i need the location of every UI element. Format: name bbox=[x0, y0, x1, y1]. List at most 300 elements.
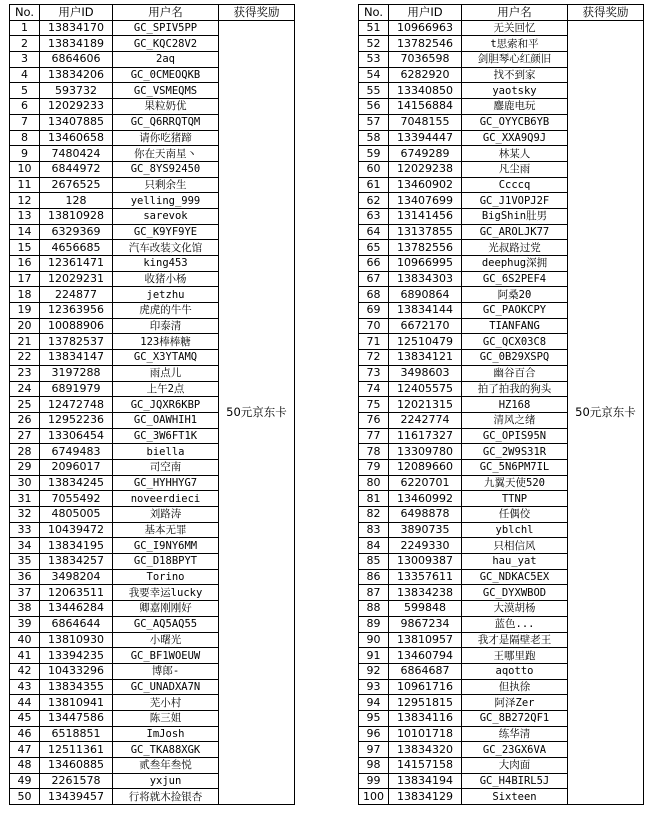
row-number: 46 bbox=[10, 726, 40, 742]
user-id: 12029238 bbox=[389, 161, 462, 177]
row-number: 72 bbox=[359, 350, 389, 366]
row-number: 34 bbox=[10, 538, 40, 554]
row-number: 79 bbox=[359, 459, 389, 475]
user-id: 13460992 bbox=[389, 491, 462, 507]
user-id: 13782556 bbox=[389, 240, 462, 256]
row-number: 31 bbox=[10, 491, 40, 507]
row-number: 99 bbox=[359, 773, 389, 789]
username: GC_SPIV5PP bbox=[113, 20, 219, 36]
user-id: 12361471 bbox=[40, 256, 113, 272]
username: GC_Q6RRQTQM bbox=[113, 114, 219, 130]
header-no: No. bbox=[359, 5, 389, 21]
username: yaotsky bbox=[462, 83, 568, 99]
user-id: 13834238 bbox=[389, 585, 462, 601]
prize-cell: 50元京东卡 bbox=[219, 20, 295, 804]
user-id: 13782546 bbox=[389, 36, 462, 52]
username: GC_5N6PM7IL bbox=[462, 459, 568, 475]
user-id: 7055492 bbox=[40, 491, 113, 507]
user-id: 13834257 bbox=[40, 554, 113, 570]
user-id: 12951815 bbox=[389, 695, 462, 711]
row-number: 22 bbox=[10, 350, 40, 366]
row-number: 70 bbox=[359, 318, 389, 334]
username: hau_yat bbox=[462, 554, 568, 570]
row-number: 76 bbox=[359, 412, 389, 428]
username: 幽谷百合 bbox=[462, 365, 568, 381]
header-user-id: 用户ID bbox=[389, 5, 462, 21]
row-number: 68 bbox=[359, 287, 389, 303]
user-id: 13810930 bbox=[40, 632, 113, 648]
row-number: 94 bbox=[359, 695, 389, 711]
username: 你在天南星丶 bbox=[113, 146, 219, 162]
user-id: 6864606 bbox=[40, 52, 113, 68]
row-number: 6 bbox=[10, 99, 40, 115]
row-number: 71 bbox=[359, 334, 389, 350]
user-id: 12029231 bbox=[40, 271, 113, 287]
row-number: 3 bbox=[10, 52, 40, 68]
user-id: 2242774 bbox=[389, 412, 462, 428]
username: 收猪小杨 bbox=[113, 271, 219, 287]
user-id: 224877 bbox=[40, 287, 113, 303]
username: GC_6S2PEF4 bbox=[462, 271, 568, 287]
username: 雨点儿 bbox=[113, 365, 219, 381]
row-number: 41 bbox=[10, 648, 40, 664]
user-id: 10966963 bbox=[389, 20, 462, 36]
username: GC_XXA9Q9J bbox=[462, 130, 568, 146]
row-number: 67 bbox=[359, 271, 389, 287]
username: 阿桑20 bbox=[462, 287, 568, 303]
user-id: 14157158 bbox=[389, 758, 462, 774]
row-number: 48 bbox=[10, 758, 40, 774]
username: 找不到家 bbox=[462, 67, 568, 83]
username: BigShin肚男 bbox=[462, 208, 568, 224]
user-id: 6864644 bbox=[40, 616, 113, 632]
user-id: 13834320 bbox=[389, 742, 462, 758]
username: TTNP bbox=[462, 491, 568, 507]
user-id: 13394235 bbox=[40, 648, 113, 664]
username: GC_K9YF9YE bbox=[113, 224, 219, 240]
user-id: 3890735 bbox=[389, 522, 462, 538]
user-id: 6220701 bbox=[389, 475, 462, 491]
row-number: 37 bbox=[10, 585, 40, 601]
username: 阿泽Zer bbox=[462, 695, 568, 711]
user-id: 13834195 bbox=[40, 538, 113, 554]
row-number: 17 bbox=[10, 271, 40, 287]
header-row bbox=[359, 5, 644, 21]
table-body bbox=[10, 20, 295, 804]
user-id: 128 bbox=[40, 193, 113, 209]
username: GC_JQXR6KBP bbox=[113, 397, 219, 413]
username: yblchl bbox=[462, 522, 568, 538]
username: 基本无罪 bbox=[113, 522, 219, 538]
row-number: 81 bbox=[359, 491, 389, 507]
username: GC_PAOKCPY bbox=[462, 303, 568, 319]
row-number: 59 bbox=[359, 146, 389, 162]
row-number: 25 bbox=[10, 397, 40, 413]
user-id: 593732 bbox=[40, 83, 113, 99]
username: 上午2点 bbox=[113, 381, 219, 397]
username: 卿嘉刚刚好 bbox=[113, 601, 219, 617]
user-id: 10101718 bbox=[389, 726, 462, 742]
row-number: 97 bbox=[359, 742, 389, 758]
user-id: 13810928 bbox=[40, 208, 113, 224]
row-number: 53 bbox=[359, 52, 389, 68]
row-number: 40 bbox=[10, 632, 40, 648]
user-id: 13137855 bbox=[389, 224, 462, 240]
row-number: 83 bbox=[359, 522, 389, 538]
username: 陈三姐 bbox=[113, 710, 219, 726]
username: 练华清 bbox=[462, 726, 568, 742]
row-number: 8 bbox=[10, 130, 40, 146]
username: 九翼天使520 bbox=[462, 475, 568, 491]
row-number: 74 bbox=[359, 381, 389, 397]
username: GC_H4BIRL5J bbox=[462, 773, 568, 789]
username: GC_UNADXA7N bbox=[113, 679, 219, 695]
username: yxjun bbox=[113, 773, 219, 789]
username: noveerdieci bbox=[113, 491, 219, 507]
row-number: 87 bbox=[359, 585, 389, 601]
user-id: 13834194 bbox=[389, 773, 462, 789]
username: GC_I9NY6MM bbox=[113, 538, 219, 554]
row-number: 89 bbox=[359, 616, 389, 632]
row-number: 5 bbox=[10, 83, 40, 99]
user-id: 7048155 bbox=[389, 114, 462, 130]
user-id: 6891979 bbox=[40, 381, 113, 397]
row-number: 15 bbox=[10, 240, 40, 256]
username: GC_DYXWBOD bbox=[462, 585, 568, 601]
winners-table-left bbox=[9, 4, 295, 805]
row-number: 9 bbox=[10, 146, 40, 162]
row-number: 43 bbox=[10, 679, 40, 695]
row-number: 35 bbox=[10, 554, 40, 570]
row-number: 50 bbox=[10, 789, 40, 805]
user-id: 13834147 bbox=[40, 350, 113, 366]
username: 行将就木捡银杏 bbox=[113, 789, 219, 805]
row-number: 56 bbox=[359, 99, 389, 115]
row-number: 69 bbox=[359, 303, 389, 319]
username: GC_0CMEOQKB bbox=[113, 67, 219, 83]
user-id: 13834206 bbox=[40, 67, 113, 83]
user-id: 6518851 bbox=[40, 726, 113, 742]
user-id: 10439472 bbox=[40, 522, 113, 538]
user-id: 12405575 bbox=[389, 381, 462, 397]
user-id: 11617327 bbox=[389, 428, 462, 444]
username: yelling_999 bbox=[113, 193, 219, 209]
row-number: 51 bbox=[359, 20, 389, 36]
row-number: 23 bbox=[10, 365, 40, 381]
username: jetzhu bbox=[113, 287, 219, 303]
row-number: 20 bbox=[10, 318, 40, 334]
row-number: 63 bbox=[359, 208, 389, 224]
username: 只剩余生 bbox=[113, 177, 219, 193]
row-number: 96 bbox=[359, 726, 389, 742]
user-id: 13340850 bbox=[389, 83, 462, 99]
username: ImJosh bbox=[113, 726, 219, 742]
row-number: 100 bbox=[359, 789, 389, 805]
row-number: 77 bbox=[359, 428, 389, 444]
username: GC_OAWHIH1 bbox=[113, 412, 219, 428]
username: GC_QCX03C8 bbox=[462, 334, 568, 350]
user-id: 12472748 bbox=[40, 397, 113, 413]
username: GC_D18BPYT bbox=[113, 554, 219, 570]
header-row bbox=[10, 5, 295, 21]
user-id: 12363956 bbox=[40, 303, 113, 319]
header-user-id: 用户ID bbox=[40, 5, 113, 21]
user-id: 13834303 bbox=[389, 271, 462, 287]
row-number: 73 bbox=[359, 365, 389, 381]
username: t思索和平 bbox=[462, 36, 568, 52]
user-id: 3498603 bbox=[389, 365, 462, 381]
user-id: 12089660 bbox=[389, 459, 462, 475]
username: 123棒棒糖 bbox=[113, 334, 219, 350]
row-number: 28 bbox=[10, 444, 40, 460]
user-id: 13460885 bbox=[40, 758, 113, 774]
username: 2aq bbox=[113, 52, 219, 68]
table-row bbox=[10, 20, 295, 36]
user-id: 6749483 bbox=[40, 444, 113, 460]
username: 我才是隔壁老王 bbox=[462, 632, 568, 648]
row-number: 54 bbox=[359, 67, 389, 83]
table-row bbox=[359, 20, 644, 36]
username: GC_AROLJK77 bbox=[462, 224, 568, 240]
username: 但执徐 bbox=[462, 679, 568, 695]
username: king453 bbox=[113, 256, 219, 272]
user-id: 12029233 bbox=[40, 99, 113, 115]
user-id: 13834170 bbox=[40, 20, 113, 36]
row-number: 80 bbox=[359, 475, 389, 491]
prize-cell: 50元京东卡 bbox=[568, 20, 644, 804]
row-number: 52 bbox=[359, 36, 389, 52]
header-prize: 获得奖励 bbox=[219, 5, 295, 21]
row-number: 88 bbox=[359, 601, 389, 617]
username: GC_AQ5AQ55 bbox=[113, 616, 219, 632]
row-number: 85 bbox=[359, 554, 389, 570]
row-number: 21 bbox=[10, 334, 40, 350]
row-number: 75 bbox=[359, 397, 389, 413]
user-id: 13407699 bbox=[389, 193, 462, 209]
username: GC_TKA88XGK bbox=[113, 742, 219, 758]
table-body bbox=[359, 20, 644, 804]
user-id: 10433296 bbox=[40, 663, 113, 679]
winners-table-right bbox=[358, 4, 644, 805]
row-number: 14 bbox=[10, 224, 40, 240]
user-id: 6282920 bbox=[389, 67, 462, 83]
user-id: 6329369 bbox=[40, 224, 113, 240]
row-number: 16 bbox=[10, 256, 40, 272]
username: 鏖鹿电玩 bbox=[462, 99, 568, 115]
user-id: 13009387 bbox=[389, 554, 462, 570]
row-number: 33 bbox=[10, 522, 40, 538]
row-number: 60 bbox=[359, 161, 389, 177]
username: 林某人 bbox=[462, 146, 568, 162]
username: 贰叁年叁悦 bbox=[113, 758, 219, 774]
row-number: 98 bbox=[359, 758, 389, 774]
username: sarevok bbox=[113, 208, 219, 224]
user-id: 13460902 bbox=[389, 177, 462, 193]
username: 虎虎的牛牛 bbox=[113, 303, 219, 319]
user-id: 13834189 bbox=[40, 36, 113, 52]
username: 芜小村 bbox=[113, 695, 219, 711]
row-number: 44 bbox=[10, 695, 40, 711]
row-number: 86 bbox=[359, 569, 389, 585]
row-number: 39 bbox=[10, 616, 40, 632]
username: 汽车改装文化馆 bbox=[113, 240, 219, 256]
user-id: 13141456 bbox=[389, 208, 462, 224]
username: GC_2W9S31R bbox=[462, 444, 568, 460]
row-number: 91 bbox=[359, 648, 389, 664]
row-number: 65 bbox=[359, 240, 389, 256]
user-id: 599848 bbox=[389, 601, 462, 617]
row-number: 4 bbox=[10, 67, 40, 83]
user-id: 12511361 bbox=[40, 742, 113, 758]
username: 无关回忆 bbox=[462, 20, 568, 36]
user-id: 13439457 bbox=[40, 789, 113, 805]
username: Torino bbox=[113, 569, 219, 585]
username: GC_8B272QF1 bbox=[462, 710, 568, 726]
row-number: 29 bbox=[10, 459, 40, 475]
user-id: 13309780 bbox=[389, 444, 462, 460]
username: 博郎- bbox=[113, 663, 219, 679]
row-number: 18 bbox=[10, 287, 40, 303]
user-id: 13394447 bbox=[389, 130, 462, 146]
user-id: 13782537 bbox=[40, 334, 113, 350]
username: 印泰清 bbox=[113, 318, 219, 334]
row-number: 24 bbox=[10, 381, 40, 397]
username: 凡尘雨 bbox=[462, 161, 568, 177]
user-id: 6749289 bbox=[389, 146, 462, 162]
username: GC_23GX6VA bbox=[462, 742, 568, 758]
username: 小曙光 bbox=[113, 632, 219, 648]
username: GC_X3YTAMQ bbox=[113, 350, 219, 366]
row-number: 92 bbox=[359, 663, 389, 679]
row-number: 61 bbox=[359, 177, 389, 193]
row-number: 95 bbox=[359, 710, 389, 726]
header-username: 用户名 bbox=[113, 5, 219, 21]
user-id: 4656685 bbox=[40, 240, 113, 256]
user-id: 3498204 bbox=[40, 569, 113, 585]
row-number: 62 bbox=[359, 193, 389, 209]
username: GC_OPIS95N bbox=[462, 428, 568, 444]
user-id: 13834129 bbox=[389, 789, 462, 805]
user-id: 13407885 bbox=[40, 114, 113, 130]
username: 请你吃猪蹄 bbox=[113, 130, 219, 146]
header-prize: 获得奖励 bbox=[568, 5, 644, 21]
row-number: 49 bbox=[10, 773, 40, 789]
row-number: 27 bbox=[10, 428, 40, 444]
row-number: 11 bbox=[10, 177, 40, 193]
row-number: 36 bbox=[10, 569, 40, 585]
username: 司空南 bbox=[113, 459, 219, 475]
username: GC_VSMEQMS bbox=[113, 83, 219, 99]
user-id: 13834245 bbox=[40, 475, 113, 491]
row-number: 90 bbox=[359, 632, 389, 648]
user-id: 13306454 bbox=[40, 428, 113, 444]
user-id: 13447586 bbox=[40, 710, 113, 726]
user-id: 6864687 bbox=[389, 663, 462, 679]
user-id: 13834144 bbox=[389, 303, 462, 319]
row-number: 13 bbox=[10, 208, 40, 224]
row-number: 55 bbox=[359, 83, 389, 99]
username: 只相信风 bbox=[462, 538, 568, 554]
username: GC_3W6FT1K bbox=[113, 428, 219, 444]
row-number: 78 bbox=[359, 444, 389, 460]
username: aqotto bbox=[462, 663, 568, 679]
user-id: 2261578 bbox=[40, 773, 113, 789]
username: 王哪里跑 bbox=[462, 648, 568, 664]
row-number: 93 bbox=[359, 679, 389, 695]
username: biella bbox=[113, 444, 219, 460]
user-id: 12063511 bbox=[40, 585, 113, 601]
username: 刘路涛 bbox=[113, 507, 219, 523]
username: GC_KQC28V2 bbox=[113, 36, 219, 52]
user-id: 13460794 bbox=[389, 648, 462, 664]
username: GC_BF1WOEUW bbox=[113, 648, 219, 664]
user-id: 2249330 bbox=[389, 538, 462, 554]
username: 大肉面 bbox=[462, 758, 568, 774]
username: 大漠胡杨 bbox=[462, 601, 568, 617]
row-number: 66 bbox=[359, 256, 389, 272]
user-id: 13834121 bbox=[389, 350, 462, 366]
row-number: 64 bbox=[359, 224, 389, 240]
user-id: 13460658 bbox=[40, 130, 113, 146]
row-number: 45 bbox=[10, 710, 40, 726]
user-id: 6672170 bbox=[389, 318, 462, 334]
username: HZ168 bbox=[462, 397, 568, 413]
row-number: 82 bbox=[359, 507, 389, 523]
user-id: 6498878 bbox=[389, 507, 462, 523]
username: GC_NDKAC5EX bbox=[462, 569, 568, 585]
row-number: 47 bbox=[10, 742, 40, 758]
username: 任偶佼 bbox=[462, 507, 568, 523]
username: 蓝色... bbox=[462, 616, 568, 632]
row-number: 19 bbox=[10, 303, 40, 319]
user-id: 10966995 bbox=[389, 256, 462, 272]
row-number: 12 bbox=[10, 193, 40, 209]
username: deephug深拥 bbox=[462, 256, 568, 272]
user-id: 7036598 bbox=[389, 52, 462, 68]
username: Sixteen bbox=[462, 789, 568, 805]
row-number: 84 bbox=[359, 538, 389, 554]
row-number: 58 bbox=[359, 130, 389, 146]
user-id: 6890864 bbox=[389, 287, 462, 303]
row-number: 32 bbox=[10, 507, 40, 523]
username: GC_J1VOPJ2F bbox=[462, 193, 568, 209]
header-username: 用户名 bbox=[462, 5, 568, 21]
username: 剑胆琴心红颜旧 bbox=[462, 52, 568, 68]
header-no: No. bbox=[10, 5, 40, 21]
row-number: 7 bbox=[10, 114, 40, 130]
username: 光叔路过党 bbox=[462, 240, 568, 256]
user-id: 10961716 bbox=[389, 679, 462, 695]
row-number: 42 bbox=[10, 663, 40, 679]
user-id: 10088906 bbox=[40, 318, 113, 334]
user-id: 9867234 bbox=[389, 616, 462, 632]
user-id: 13357611 bbox=[389, 569, 462, 585]
user-id: 3197288 bbox=[40, 365, 113, 381]
user-id: 2676525 bbox=[40, 177, 113, 193]
row-number: 2 bbox=[10, 36, 40, 52]
username: GC_OYYCB6YB bbox=[462, 114, 568, 130]
username: GC_HYHHYG7 bbox=[113, 475, 219, 491]
row-number: 38 bbox=[10, 601, 40, 617]
user-id: 13834116 bbox=[389, 710, 462, 726]
username: 果粒奶优 bbox=[113, 99, 219, 115]
username: GC_0B29XSPQ bbox=[462, 350, 568, 366]
user-id: 7480424 bbox=[40, 146, 113, 162]
user-id: 13810957 bbox=[389, 632, 462, 648]
user-id: 14156884 bbox=[389, 99, 462, 115]
user-id: 12952236 bbox=[40, 412, 113, 428]
username: GC_8YS92450 bbox=[113, 161, 219, 177]
